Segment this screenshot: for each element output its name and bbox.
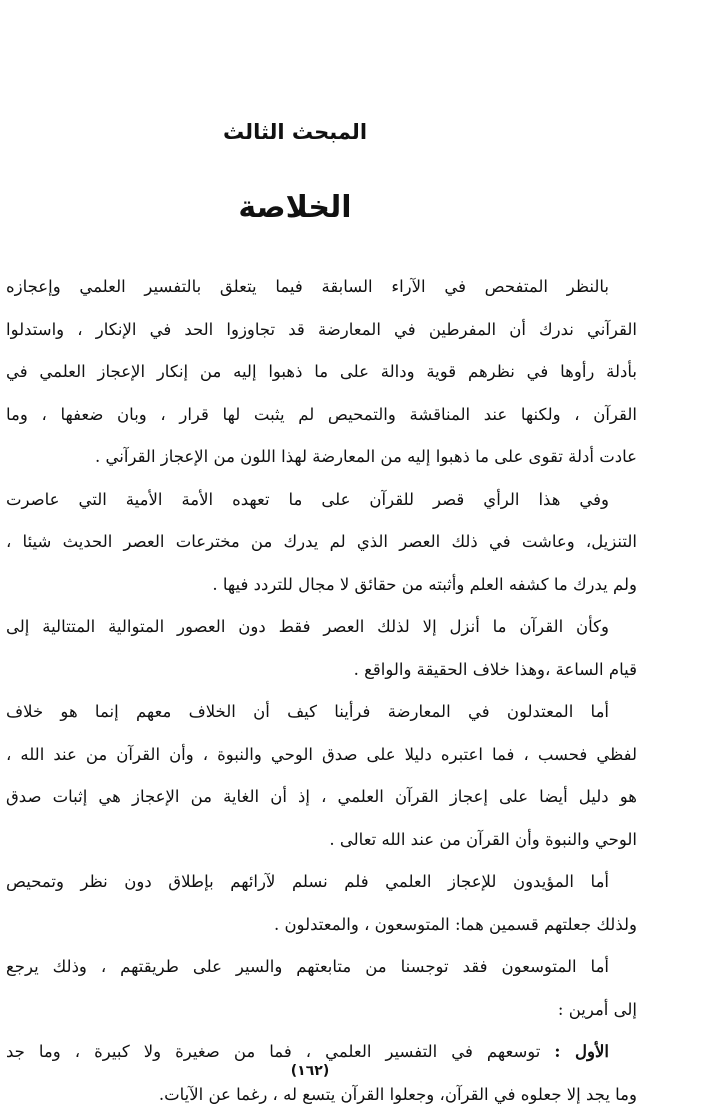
- paragraph-line: أما المعتدلون في المعارضة فرأينا كيف أن الخلاف معهم إنما هو خلاف: [6, 702, 609, 721]
- section-title: الخلاصة: [238, 190, 352, 225]
- paragraph-line: هو دليل أيضا على إعجاز القرآن العلمي ، إذ أن الغاية من الإعجاز هي إثبات صدق: [6, 787, 637, 806]
- paragraph-line: أما المتوسعون فقد توجسنا من متابعتهم والسير على طريقتهم ، وذلك يرجع: [6, 957, 609, 976]
- paragraph-line: وكأن القرآن ما أنزل إلا لذلك العصر فقط دون العصور المتوالية المتتالية إلى: [6, 617, 609, 636]
- body-text: [6, 266, 637, 1116]
- section-label: المبحث الثالث: [222, 120, 368, 144]
- page-number: (١٦٢): [290, 1063, 330, 1079]
- paragraph-line: ولذلك جعلتهم قسمين هما: المتوسعون ، والمعتدلون .: [273, 914, 637, 934]
- paragraph-line: بأدلة رأوها في نظرهم قوية ودالة على ما ذهبوا إليه من إنكار الإعجاز العلمي في: [6, 362, 637, 381]
- paragraph-line: أما المؤيدون للإعجاز العلمي فلم نسلم لآرائهم بإطلاق دون نظر وتمحيص: [6, 872, 609, 891]
- paragraph-line: وفي هذا الرأي قصر للقرآن على ما تعهده الأمة الأمية التي عاصرت: [6, 489, 609, 509]
- list-item-label: الأول :: [554, 1042, 609, 1061]
- paragraph-line: ولم يدرك ما كشفه العلم وأثبته من حقائق لا مجال للتردد فيها .: [212, 574, 637, 594]
- paragraph-line: القرآن ، ولكنها عند المناقشة والتمحيص لم يثبت لها قرار ، وبان ضعفها ، وما: [6, 404, 637, 424]
- paragraph-line: قيام الساعة ،وهذا خلاف الحقيقة والواقع .: [353, 659, 637, 679]
- paragraph-line: القرآني ندرك أن المفرطين في المعارضة قد تجاوزوا الحد في الإنكار ، واستدلوا: [6, 319, 637, 339]
- paragraph-line: التنزيل، وعاشت في ذلك العصر الذي لم يدرك من مخترعات العصر الحديث شيئا ،: [6, 532, 637, 551]
- paragraph-line: بالنظر المتفحص في الآراء السابقة فيما يتعلق بالتفسير العلمي وإعجازه: [6, 277, 609, 296]
- paragraph-line: لفظي فحسب ، فما اعتبره دليلا على صدق الوحي والنبوة ، وأن القرآن من عند الله ،: [6, 744, 637, 764]
- list-item-text: توسعهم في التفسير العلمي ، فما من صغيرة ولا كبيرة ، وما جد: [6, 1042, 541, 1061]
- paragraph-line: إلى أمرين :: [557, 999, 637, 1019]
- paragraph-line: وما يجد إلا جعلوه في القرآن، وجعلوا القرآن يتسع له ، رغما عن الآيات.: [158, 1084, 637, 1104]
- paragraph-line: عادت أدلة تقوى على ما ذهبوا إليه من المعارضة لهذا اللون من الإعجاز القرآني .: [95, 447, 637, 466]
- paragraph-line: الوحي والنبوة وأن القرآن من عند الله تعالى .: [329, 829, 637, 849]
